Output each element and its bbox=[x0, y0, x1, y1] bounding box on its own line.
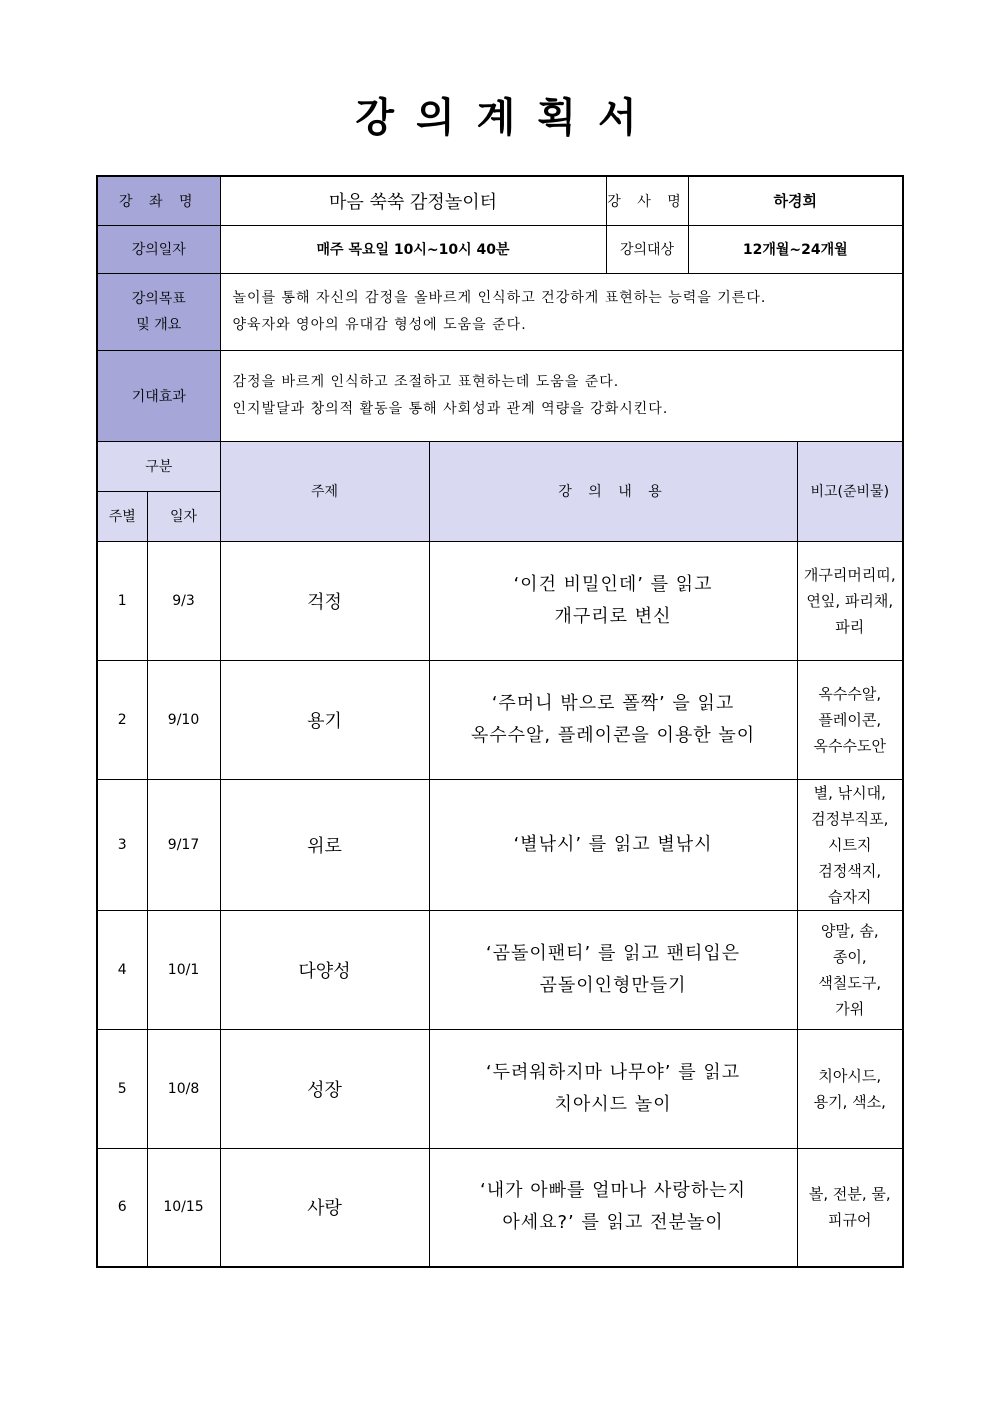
schedule-row bbox=[97, 910, 903, 1029]
note-line: 별, 낚시대, bbox=[813, 783, 886, 802]
note-line: 가위 bbox=[835, 999, 865, 1018]
note-line: 색칠도구, bbox=[818, 973, 882, 992]
content-line: 치아시드 놀이 bbox=[554, 1093, 672, 1115]
note-cell bbox=[797, 541, 903, 660]
date-cell: 10/8 bbox=[147, 1029, 220, 1148]
instructor-label: 강 사 명 bbox=[606, 176, 688, 225]
topic-cell: 위로 bbox=[220, 779, 429, 910]
week-header: 주별 bbox=[97, 491, 147, 541]
content-line: 개구리로 변신 bbox=[554, 605, 672, 627]
note-cell bbox=[797, 779, 903, 910]
week-cell: 6 bbox=[97, 1148, 147, 1267]
effect-line-1: 감정을 바르게 인식하고 조절하고 표현하는데 도움을 준다. bbox=[232, 373, 620, 390]
goal-label-line-2: 및 개요 bbox=[136, 316, 182, 333]
note-line: 연잎, 파리채, bbox=[806, 591, 894, 610]
goal-text bbox=[220, 273, 903, 350]
lecture-date-value: 매주 목요일 10시~10시 40분 bbox=[220, 225, 606, 273]
course-name-label: 강 좌 명 bbox=[97, 176, 220, 225]
instructor-value: 하경희 bbox=[688, 176, 903, 225]
note-line: 용기, 색소, bbox=[813, 1092, 886, 1111]
content-line: ‘두려워하지마 나무야’ 를 읽고 bbox=[485, 1061, 741, 1083]
schedule-rows bbox=[97, 541, 903, 1267]
schedule-row bbox=[97, 541, 903, 660]
date-cell: 10/15 bbox=[147, 1148, 220, 1267]
week-cell: 3 bbox=[97, 779, 147, 910]
note-line: 개구리머리띠, bbox=[803, 565, 896, 584]
topic-header: 주제 bbox=[220, 441, 429, 541]
content-line: ‘이건 비밀인데’ 를 읽고 bbox=[513, 573, 713, 595]
lecture-target-value: 12개월~24개월 bbox=[688, 225, 903, 273]
topic-cell: 사랑 bbox=[220, 1148, 429, 1267]
note-cell bbox=[797, 1029, 903, 1148]
note-line: 피규어 bbox=[828, 1211, 872, 1230]
note-line: 검정부직포, bbox=[811, 809, 889, 828]
note-line: 검정색지, bbox=[818, 861, 882, 880]
lecture-plan-table bbox=[96, 175, 904, 1268]
note-cell bbox=[797, 910, 903, 1029]
topic-cell: 성장 bbox=[220, 1029, 429, 1148]
topic-cell: 용기 bbox=[220, 660, 429, 779]
content-cell bbox=[429, 910, 797, 1029]
note-line: 파리 bbox=[835, 617, 865, 636]
content-line: 곰돌이인형만들기 bbox=[539, 974, 687, 996]
schedule-row bbox=[97, 1029, 903, 1148]
date-cell: 10/1 bbox=[147, 910, 220, 1029]
content-cell bbox=[429, 1148, 797, 1267]
date-cell: 9/17 bbox=[147, 779, 220, 910]
content-header: 강 의 내 용 bbox=[429, 441, 797, 541]
goal-line-1: 놀이를 통해 자신의 감정을 올바르게 인식하고 건강하게 표현하는 능력을 기른다. bbox=[232, 289, 767, 306]
note-line: 옥수수알, bbox=[818, 684, 882, 703]
date-cell: 9/3 bbox=[147, 541, 220, 660]
lecture-target-label: 강의대상 bbox=[606, 225, 688, 273]
topic-cell: 다양성 bbox=[220, 910, 429, 1029]
note-line: 양말, 솜, bbox=[820, 921, 879, 940]
week-cell: 5 bbox=[97, 1029, 147, 1148]
schedule-row bbox=[97, 1148, 903, 1267]
effect-text bbox=[220, 350, 903, 441]
schedule-row bbox=[97, 660, 903, 779]
note-header: 비고(준비물) bbox=[797, 441, 903, 541]
week-cell: 1 bbox=[97, 541, 147, 660]
topic-cell: 걱정 bbox=[220, 541, 429, 660]
week-cell: 4 bbox=[97, 910, 147, 1029]
note-line: 치아시드, bbox=[818, 1066, 882, 1085]
course-name-value: 마음 쑥쑥 감정놀이터 bbox=[220, 176, 606, 225]
content-line: 옥수수알, 플레이콘을 이용한 놀이 bbox=[470, 724, 756, 746]
lecture-date-label: 강의일자 bbox=[97, 225, 220, 273]
note-line: 플레이콘, bbox=[818, 710, 882, 729]
content-cell bbox=[429, 1029, 797, 1148]
content-line: ‘별낚시’ 를 읽고 별낚시 bbox=[513, 833, 713, 855]
content-line: ‘주머니 밖으로 폴짝’ 을 읽고 bbox=[491, 692, 735, 714]
content-line: 아세요?’ 를 읽고 전분놀이 bbox=[502, 1212, 724, 1234]
content-cell bbox=[429, 660, 797, 779]
content-line: ‘곰돌이팬티’ 를 읽고 팬티입은 bbox=[485, 942, 741, 964]
goal-line-2: 양육자와 영아의 유대감 형성에 도움을 준다. bbox=[232, 316, 527, 333]
goal-label bbox=[97, 273, 220, 350]
group-header: 구분 bbox=[97, 441, 220, 491]
week-cell: 2 bbox=[97, 660, 147, 779]
note-line: 습자지 bbox=[828, 887, 872, 906]
date-header: 일자 bbox=[147, 491, 220, 541]
note-line: 시트지 bbox=[828, 835, 872, 854]
note-line: 종이, bbox=[832, 947, 867, 966]
content-line: ‘내가 아빠를 얼마나 사랑하는지 bbox=[480, 1180, 746, 1202]
page-title: 강의계획서 bbox=[355, 95, 659, 141]
schedule-row bbox=[97, 779, 903, 910]
note-line: 옥수수도안 bbox=[813, 736, 886, 755]
note-cell bbox=[797, 1148, 903, 1267]
content-cell bbox=[429, 779, 797, 910]
effect-label: 기대효과 bbox=[97, 350, 220, 441]
goal-label-line-1: 강의목표 bbox=[131, 290, 186, 307]
content-cell bbox=[429, 541, 797, 660]
note-cell bbox=[797, 660, 903, 779]
note-line: 볼, 전분, 물, bbox=[808, 1185, 891, 1204]
date-cell: 9/10 bbox=[147, 660, 220, 779]
effect-line-2: 인지발달과 창의적 활동을 통해 사회성과 관계 역량을 강화시킨다. bbox=[232, 400, 669, 417]
